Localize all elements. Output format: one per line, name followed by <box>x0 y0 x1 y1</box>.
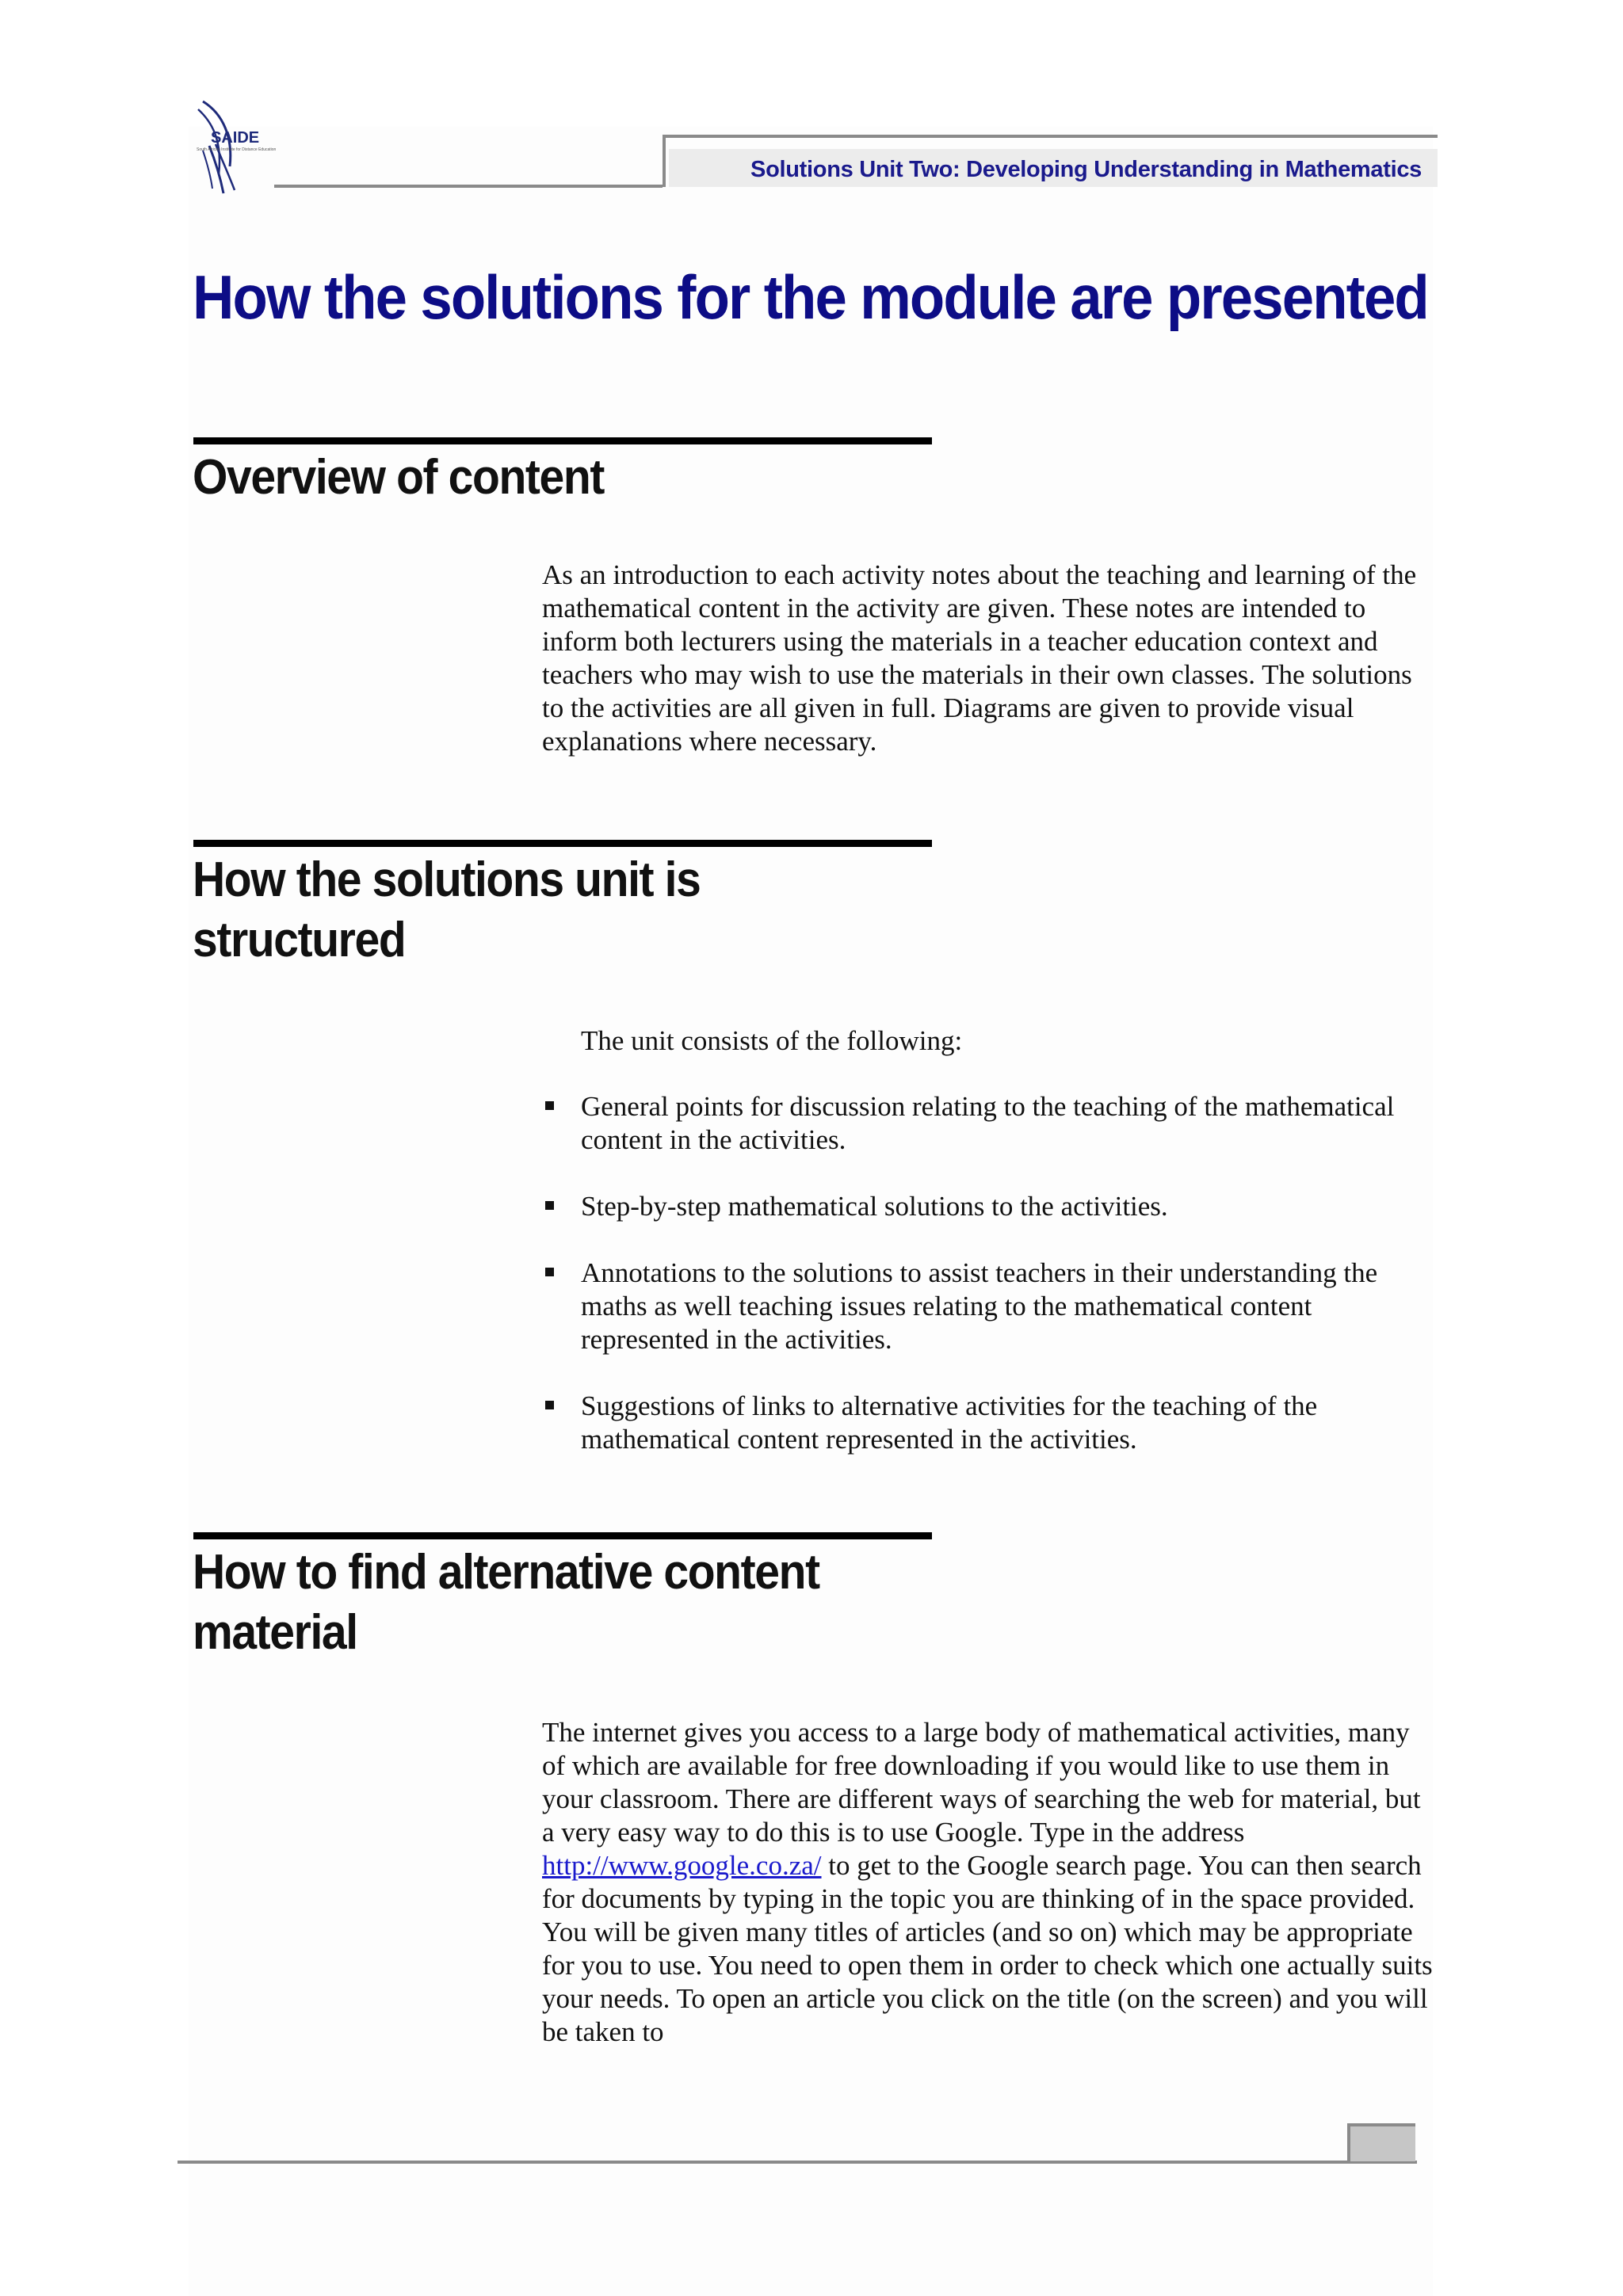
page-number-box <box>1347 2123 1415 2161</box>
heading-line: material <box>193 1605 357 1660</box>
bullet-square-icon <box>545 1101 554 1110</box>
structure-intro: The unit consists of the following: <box>581 1025 963 1056</box>
heading-line: How to find alternative content <box>193 1545 819 1600</box>
list-item: General points for discussion relating to the teaching of the mathematical content in the activities. <box>542 1090 1438 1157</box>
heading-line: structured <box>193 913 406 967</box>
header-tab <box>663 135 1438 187</box>
heading-line: How the solutions unit is <box>193 852 701 907</box>
section-heading-structure <box>193 850 700 971</box>
bullet-square-icon <box>545 1401 554 1409</box>
logo-subtext: South African Institute for Distance Education <box>197 147 277 152</box>
structure-bullet-list <box>542 1090 1438 1489</box>
google-link[interactable]: http://www.google.co.za/ <box>542 1850 822 1881</box>
section-rule <box>193 1532 932 1539</box>
header-rule <box>274 185 663 188</box>
bullet-square-icon <box>545 1268 554 1276</box>
alternative-content-paragraph: The internet gives you access to a large body of mathematical activities, many of which are available for free downloading if you would like to use them in your classroom. There are different ways of searching the web for material, but a very easy way to do this is to use Google. Type in the address http://www.google.co.za/ to get to the Google search page. You can then search for documents by typing in the topic you are thinking of in the space provided. You will be given many titles of articles (and so on) which may be appropriate for you to use. You need to open them in order to check which one actually suits your needs. To open an article you click on the title (on the screen) and you will be taken to <box>542 1717 1433 2047</box>
list-item: Suggestions of links to alternative activities for the teaching of the mathematical content represented in the activities. <box>542 1390 1438 1456</box>
section-heading-alternative-content <box>193 1543 819 1663</box>
section-heading-overview: Overview of content <box>193 450 604 505</box>
list-item: Step-by-step mathematical solutions to the activities. <box>542 1190 1438 1223</box>
page-title: How the solutions for the module are presented <box>193 262 1428 332</box>
overview-paragraph: As an introduction to each activity notes about the teaching and learning of the mathematical content in the activity are given. These notes are intended to inform both lecturers using the materials in a teacher education context and teachers who may wish to use the materials in their own classes. The solutions to the activities are all given in full. Diagrams are given to provide visual explanations where necessary. <box>542 559 1417 757</box>
saide-logo <box>192 98 279 198</box>
running-header-title: Solutions Unit Two: Developing Understanding in Mathematics <box>750 157 1422 182</box>
section-rule <box>193 840 932 847</box>
bullet-square-icon <box>545 1201 554 1210</box>
section-rule <box>193 437 932 444</box>
footer-rule <box>178 2161 1417 2164</box>
list-item: Annotations to the solutions to assist teachers in their understanding the maths as well teaching issues relating to the mathematical content represented in the activities. <box>542 1257 1438 1356</box>
logo-wordmark: SAIDE <box>211 129 260 147</box>
